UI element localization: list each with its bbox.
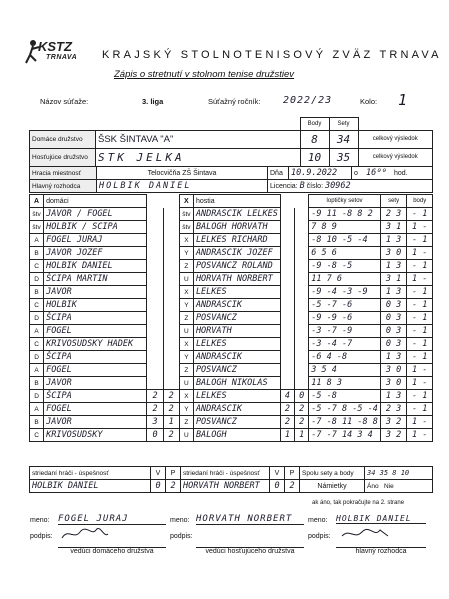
home-player: FOGEL JURAJ	[44, 234, 147, 247]
venue-table	[29, 166, 433, 193]
home-p	[163, 234, 179, 247]
sets-result: 3 2	[380, 429, 407, 442]
home-v	[147, 234, 163, 247]
home-player: FOGEL	[44, 403, 147, 416]
home-p	[163, 325, 179, 338]
home-v	[147, 325, 163, 338]
home-v	[147, 351, 163, 364]
sets-result: 3 2	[380, 416, 407, 429]
a-col-label: A	[30, 195, 44, 208]
away-letter: štv	[179, 221, 193, 234]
home-role: vedúci domáceho družstva	[58, 547, 166, 555]
away-p: 2	[295, 416, 309, 429]
home-letter: C	[30, 299, 44, 312]
away-p	[295, 208, 309, 221]
table-row	[30, 351, 433, 364]
home-sub-v: 0	[151, 480, 166, 493]
sets-result: 3 1	[380, 273, 407, 286]
away-team-name: STK JELKA	[96, 149, 301, 167]
body-col-header: body	[407, 195, 433, 208]
away-player: LELKES	[193, 338, 280, 351]
away-p	[295, 221, 309, 234]
set-scores: -7 -8 11 -8 8	[309, 416, 381, 429]
sets-result: 0 3	[380, 312, 407, 325]
away-p	[295, 299, 309, 312]
away-player: ANDRASCIK	[193, 351, 280, 364]
away-letter: Y	[179, 299, 193, 312]
referee-name: HOLBIK DANIEL	[97, 180, 268, 193]
points-result: 1 -	[407, 273, 433, 286]
away-p	[295, 234, 309, 247]
away-v	[280, 364, 294, 377]
referee-label: Hlavný rozhodca	[30, 180, 97, 193]
home-v	[147, 364, 163, 377]
home-player: HOLBIK DANIEL	[44, 260, 147, 273]
header	[24, 35, 442, 95]
teams-table	[29, 117, 433, 167]
sets-result: 0 3	[380, 325, 407, 338]
ref-meno-label: meno:	[308, 517, 328, 524]
set-scores: -5 -7 -6	[309, 299, 381, 312]
home-player: ŠCIPA MARTIN	[44, 273, 147, 286]
points-result: - 1	[407, 338, 433, 351]
set-scores: 7 8 9	[309, 221, 381, 234]
away-body: 10	[300, 149, 329, 167]
season-value: 2022/23	[283, 95, 333, 106]
home-letter: B	[30, 286, 44, 299]
ref-podpis-label: podpis:	[308, 533, 331, 540]
home-letter: A	[30, 234, 44, 247]
points-result: 1 -	[407, 416, 433, 429]
sets-result: 1 3	[380, 234, 407, 247]
away-v	[280, 351, 294, 364]
home-p	[163, 260, 179, 273]
home-player: JAVOR	[44, 416, 147, 429]
away-letter: Y	[179, 403, 193, 416]
home-sety: 34	[329, 131, 358, 149]
away-letter: Y	[179, 247, 193, 260]
points-result: - 1	[407, 299, 433, 312]
away-p	[295, 286, 309, 299]
away-p: 1	[295, 429, 309, 442]
home-v	[147, 247, 163, 260]
home-player: KRIVOSUDSKY	[44, 429, 147, 442]
away-col-header: hostia	[193, 195, 280, 208]
away-letter: Z	[179, 416, 193, 429]
home-p	[163, 286, 179, 299]
away-podpis-label: podpis:	[170, 533, 193, 540]
home-v: 2	[147, 390, 163, 403]
home-p	[163, 377, 179, 390]
away-player: POSVANCZ	[193, 312, 280, 325]
set-scores: -8 10 -5 -4	[309, 234, 381, 247]
points-result: - 1	[407, 312, 433, 325]
competition-label: Názov súťaže:	[40, 97, 89, 106]
away-letter: Y	[179, 351, 193, 364]
home-v	[147, 221, 163, 234]
home-p: 2	[163, 429, 179, 442]
points-result: - 1	[407, 234, 433, 247]
sets-result: 1 3	[380, 390, 407, 403]
home-p	[163, 208, 179, 221]
sety-header: Sety	[329, 118, 358, 131]
home-result-label: celkový výsledok	[358, 131, 433, 149]
away-p	[295, 260, 309, 273]
x-col-label: X	[179, 195, 193, 208]
away-v	[280, 299, 294, 312]
away-result-label: celkový výsledok	[358, 149, 433, 167]
home-p-label: P	[166, 467, 181, 480]
home-v	[147, 312, 163, 325]
away-player: HORVATH NORBERT	[193, 273, 280, 286]
sets-result: 0 3	[380, 338, 407, 351]
home-p: 1	[163, 416, 179, 429]
set-scores: -3 -7 -9	[309, 325, 381, 338]
set-scores: -3 -4 -7	[309, 338, 381, 351]
away-v	[280, 338, 294, 351]
ref-name: HOLBIK DANIEL	[336, 514, 426, 524]
home-sub-p: 2	[166, 480, 181, 493]
spolu-value: 34 35 8 10	[365, 467, 433, 480]
namietky-label: Námietky	[300, 480, 365, 493]
away-sub-p: 2	[285, 480, 300, 493]
set-scores: -5 -7 8 -5 -4	[309, 403, 381, 416]
home-p: 2	[163, 403, 179, 416]
away-player: ANDRASCIK	[193, 299, 280, 312]
round-label: Kolo:	[360, 97, 378, 106]
away-player: ANDRASCIK LELKES	[193, 208, 280, 221]
away-captain-name: HORVATH NORBERT	[196, 514, 304, 525]
home-letter: D	[30, 312, 44, 325]
away-p	[295, 247, 309, 260]
away-player: ANDRASCIK	[193, 403, 280, 416]
home-letter: D	[30, 273, 44, 286]
home-team-name: ŠSK ŠINTAVA "A"	[96, 131, 301, 149]
licence-label: Licencia:	[270, 183, 298, 190]
home-col-header: domáci	[44, 195, 147, 208]
ano-option: Áno	[367, 482, 379, 490]
table-row	[30, 273, 433, 286]
points-result: - 1	[407, 208, 433, 221]
home-sub-label: striedaní hráči - úspešnosť	[30, 467, 151, 480]
away-v	[280, 208, 294, 221]
points-result: - 1	[407, 403, 433, 416]
away-p	[295, 351, 309, 364]
home-letter: D	[30, 390, 44, 403]
table-row	[30, 260, 433, 273]
venue-value: Telocvičňa ZŠ Šintava	[97, 167, 268, 180]
away-player: BALOGH HORVATH	[193, 221, 280, 234]
home-letter: B	[30, 247, 44, 260]
away-v: 2	[280, 416, 294, 429]
ak-ano-note: ak áno, tak pokračujte na 2. strane	[312, 500, 405, 506]
home-p	[163, 338, 179, 351]
sets-result: 3 0	[380, 377, 407, 390]
home-letter: A	[30, 325, 44, 338]
set-scores: 11 7 6	[309, 273, 381, 286]
competition-value: 3. liga	[142, 97, 164, 106]
org-title: KRAJSKÝ STOLNOTENISOVÝ ZVÄZ TRNAVA	[102, 49, 442, 61]
set-scores: -7 -7 14 3 4	[309, 429, 381, 442]
points-result: - 1	[407, 325, 433, 338]
set-scores: 6 5 6	[309, 247, 381, 260]
away-p	[295, 312, 309, 325]
home-p	[163, 299, 179, 312]
sets-result: 3 0	[380, 247, 407, 260]
away-v	[280, 325, 294, 338]
away-v-label: V	[270, 467, 285, 480]
home-letter: B	[30, 416, 44, 429]
away-v	[280, 273, 294, 286]
licence-value: B	[299, 181, 305, 191]
logo-text: KSTZ	[38, 39, 72, 54]
home-letter: A	[30, 403, 44, 416]
date-label: Dňa	[268, 167, 289, 180]
time-prefix: o	[352, 167, 365, 180]
away-letter: U	[179, 377, 193, 390]
home-v: 2	[147, 403, 163, 416]
home-player: FOGEL	[44, 325, 147, 338]
away-letter: X	[179, 286, 193, 299]
points-result: - 1	[407, 390, 433, 403]
set-scores: -9 11 -8 8 2	[309, 208, 381, 221]
home-captain-name: FOGEL JURAJ	[58, 514, 166, 525]
home-podpis-label: podpis:	[30, 533, 53, 540]
away-sety: 35	[329, 149, 358, 167]
home-v	[147, 273, 163, 286]
ref-signature-icon	[340, 526, 390, 542]
away-p	[295, 364, 309, 377]
away-letter: X	[179, 390, 193, 403]
away-p	[295, 338, 309, 351]
points-result: 1 -	[407, 247, 433, 260]
home-p	[163, 312, 179, 325]
away-letter: Z	[179, 260, 193, 273]
away-player: BALOGH	[193, 429, 280, 442]
home-letter: C	[30, 260, 44, 273]
season-label: Súťažný ročník:	[208, 97, 261, 106]
points-result: 1 -	[407, 221, 433, 234]
home-player: JAVOR	[44, 286, 147, 299]
away-letter: U	[179, 325, 193, 338]
away-v: 2	[280, 403, 294, 416]
points-result: - 1	[407, 260, 433, 273]
home-team-label: Domáce družstvo	[30, 131, 96, 149]
home-v	[147, 377, 163, 390]
away-player: LELKES	[193, 390, 280, 403]
table-row	[30, 312, 433, 325]
points-result: 1 -	[407, 364, 433, 377]
home-signature-icon	[60, 526, 110, 542]
table-row	[30, 286, 433, 299]
away-v	[280, 312, 294, 325]
away-letter: Z	[179, 312, 193, 325]
away-v	[280, 234, 294, 247]
away-role: vedúci hosťujúceho družstva	[196, 547, 304, 555]
venue-label: Hracia miestnosť	[30, 167, 97, 180]
table-row	[30, 429, 433, 442]
set-scores: -5 -8	[309, 390, 381, 403]
spolu-label: Spolu sety a body	[300, 467, 365, 480]
time-value: 16⁰⁰	[364, 167, 392, 180]
away-p	[295, 273, 309, 286]
away-sub-label: striedaní hráči - úspešnosť	[181, 467, 270, 480]
away-p	[295, 377, 309, 390]
home-player: KRIVOSUDSKY HADEK	[44, 338, 147, 351]
footer-table	[29, 466, 433, 493]
body-header: Body	[300, 118, 329, 131]
ref-role: hlavný rozhodca	[336, 547, 426, 555]
away-v: 1	[280, 429, 294, 442]
home-v: 3	[147, 416, 163, 429]
home-letter: C	[30, 429, 44, 442]
table-row	[30, 325, 433, 338]
table-row	[30, 247, 433, 260]
away-p	[295, 325, 309, 338]
table-row	[30, 299, 433, 312]
away-player: BALOGH NIKOLAS	[193, 377, 280, 390]
away-v: 4	[280, 390, 294, 403]
home-v	[147, 260, 163, 273]
set-scores: -9 -9 -6	[309, 312, 381, 325]
away-team-label: Hosťujúce družstvo	[30, 149, 96, 167]
home-letter: B	[30, 377, 44, 390]
points-result: - 1	[407, 286, 433, 299]
table-row	[30, 390, 433, 403]
home-body: 8	[300, 131, 329, 149]
away-player: ANDRASCIK JOZEF	[193, 247, 280, 260]
home-player: ŠCIPA	[44, 312, 147, 325]
away-letter: štv	[179, 208, 193, 221]
sets-result: 1 3	[380, 286, 407, 299]
away-p: 2	[295, 403, 309, 416]
home-player: FOGEL	[44, 364, 147, 377]
away-player: LELKES	[193, 286, 280, 299]
home-p	[163, 221, 179, 234]
hod-label: hod.	[392, 167, 433, 180]
away-letter: U	[179, 429, 193, 442]
away-v	[280, 221, 294, 234]
kstz-logo	[24, 39, 106, 69]
home-p	[163, 273, 179, 286]
date-value: 10.9.2022	[289, 167, 352, 180]
home-p	[163, 247, 179, 260]
sets-result: 2 3	[380, 208, 407, 221]
away-letter: Z	[179, 364, 193, 377]
points-result: 1 -	[407, 429, 433, 442]
away-meno-label: meno:	[170, 517, 190, 524]
table-row	[30, 377, 433, 390]
home-v	[147, 338, 163, 351]
set-scores: -6 4 -8	[309, 351, 381, 364]
home-v	[147, 286, 163, 299]
away-player: POSVANCZ ROLAND	[193, 260, 280, 273]
away-player: POSVANCZ	[193, 364, 280, 377]
away-sub-v: 0	[270, 480, 285, 493]
away-v	[280, 377, 294, 390]
sets-result: 3 1	[380, 221, 407, 234]
home-p	[163, 364, 179, 377]
home-letter: štv	[30, 221, 44, 234]
home-sub-name: HOLBIK DANIEL	[30, 480, 151, 493]
sets-result: 1 3	[380, 260, 407, 273]
table-row	[30, 234, 433, 247]
home-v	[147, 208, 163, 221]
sets-col-header: loptičky setov	[309, 195, 381, 208]
number-label: číslo:	[306, 183, 324, 190]
home-v-label: V	[151, 467, 166, 480]
logo-city: TRNAVA	[46, 54, 78, 61]
table-row	[30, 208, 433, 221]
home-letter: C	[30, 338, 44, 351]
away-v	[280, 260, 294, 273]
points-result: 1 -	[407, 377, 433, 390]
number-value: 30962	[324, 181, 351, 191]
table-row	[30, 403, 433, 416]
sets-result: 2 3	[380, 403, 407, 416]
match-table	[29, 194, 433, 442]
home-player: JAVOR / FOGEL	[44, 208, 147, 221]
points-result: - 1	[407, 351, 433, 364]
home-p	[163, 351, 179, 364]
away-p-label: P	[285, 467, 300, 480]
nie-option: Nie	[384, 482, 394, 490]
home-player: HOLBIK / SCIPA	[44, 221, 147, 234]
away-letter: U	[179, 273, 193, 286]
set-scores: 3 5 4	[309, 364, 381, 377]
home-v	[147, 299, 163, 312]
sets-result: 0 3	[380, 299, 407, 312]
set-scores: -9 -4 -3 -9	[309, 286, 381, 299]
home-letter: štv	[30, 208, 44, 221]
away-player: POSVANCZ	[193, 416, 280, 429]
home-player: JAVOR JOZEF	[44, 247, 147, 260]
home-meno-label: meno:	[30, 517, 50, 524]
away-v	[280, 286, 294, 299]
home-p: 2	[163, 390, 179, 403]
round-value: 1	[398, 91, 409, 109]
away-v	[280, 247, 294, 260]
home-player: ŠCIPA	[44, 390, 147, 403]
home-player: ŠCIPA	[44, 351, 147, 364]
set-scores: 11 8 3	[309, 377, 381, 390]
away-letter: X	[179, 338, 193, 351]
table-row	[30, 221, 433, 234]
home-letter: D	[30, 351, 44, 364]
set-scores: -9 -8 -5	[309, 260, 381, 273]
away-sub-name: HORVATH NORBERT	[181, 480, 270, 493]
sety-col-header: sety	[380, 195, 407, 208]
away-player: LELKES RICHARD	[193, 234, 280, 247]
away-p: 0	[295, 390, 309, 403]
sets-result: 1 3	[380, 351, 407, 364]
home-player: JAVOR	[44, 377, 147, 390]
home-v: 0	[147, 429, 163, 442]
table-row	[30, 364, 433, 377]
table-row	[30, 416, 433, 429]
table-row	[30, 338, 433, 351]
home-player: HOLBIK	[44, 299, 147, 312]
away-player: HORVATH	[193, 325, 280, 338]
home-letter: A	[30, 364, 44, 377]
document-subtitle: Zápis o stretnutí v stolnom tenise družstiev	[114, 69, 295, 80]
away-letter: X	[179, 234, 193, 247]
sets-result: 3 0	[380, 364, 407, 377]
